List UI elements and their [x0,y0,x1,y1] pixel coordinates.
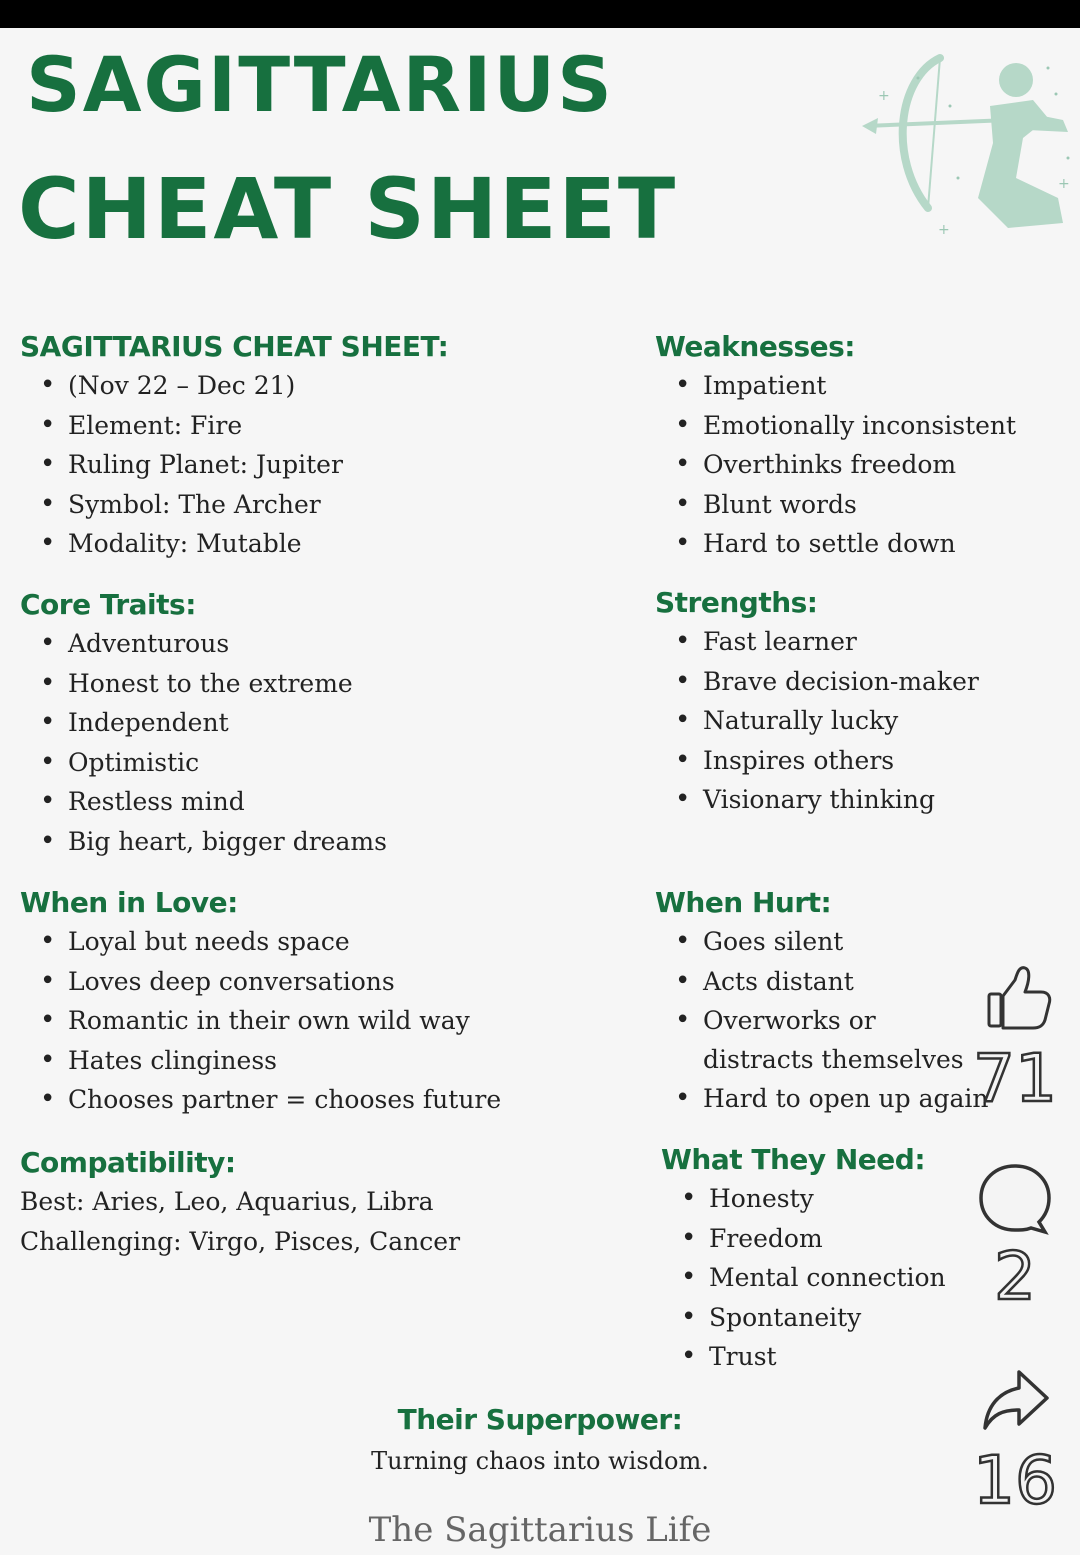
list-item: • Impatient [655,366,1016,406]
comment-count: 2 [994,1238,1036,1315]
list-item: • Ruling Planet: Jupiter [20,445,448,485]
list-item: • Restless mind [20,782,387,822]
what-they-need-heading: What They Need: [661,1143,926,1176]
core-traits-heading: Core Traits: [20,588,196,621]
list-item: • Freedom [661,1219,946,1259]
list-item: • Emotionally inconsistent [655,406,1016,446]
brand-name: The Sagittarius Life [368,1510,712,1550]
list-item: • Naturally lucky [655,701,979,741]
svg-text:+: + [1058,176,1070,192]
when-in-love-heading: When in Love: [20,886,238,919]
list-item: • Adventurous [20,624,387,664]
what-they-need-section [661,1143,946,1377]
list-item: • Overthinks freedom [655,445,1016,485]
list-item: • Spontaneity [661,1298,946,1338]
list-item: • Chooses partner = chooses future [20,1080,501,1120]
compatibility-best: Best: Aries, Leo, Aquarius, Libra [20,1187,434,1216]
status-bar [0,0,1080,28]
list-item: • Overworks or distracts themselves [655,1001,973,1079]
title-line-1: SAGITTARIUS [26,40,614,129]
compatibility-heading: Compatibility: [20,1146,236,1179]
core-traits-section [20,588,387,861]
when-hurt-section [655,886,989,1119]
thumbs-up-icon[interactable] [975,960,1055,1040]
superpower-section [0,1403,1080,1481]
basics-section [20,330,448,564]
like-button[interactable] [960,960,1070,1117]
list-item: • Goes silent [655,922,989,962]
share-arrow-icon[interactable] [975,1362,1055,1442]
list-item: • Blunt words [655,485,1016,525]
superpower-heading: Their Superpower: [397,1403,683,1436]
list-item: • Big heart, bigger dreams [20,822,387,862]
share-count: 16 [973,1442,1057,1519]
svg-text:+: + [878,88,890,104]
basics-heading: SAGITTARIUS CHEAT SHEET: [20,330,449,363]
list-item: • Acts distant [655,962,989,1002]
list-item: • Mental connection [661,1258,946,1298]
list-item: • Independent [20,703,387,743]
comment-button[interactable] [960,1158,1070,1315]
compatibility-challenging: Challenging: Virgo, Pisces, Cancer [20,1227,461,1256]
list-item: • Symbol: The Archer [20,485,448,525]
weaknesses-heading: Weaknesses: [655,330,856,363]
when-hurt-heading: When Hurt: [655,886,832,919]
list-item: • Brave decision-maker [655,662,979,702]
list-item: • (Nov 22 – Dec 21) [20,366,448,406]
list-item: • Hates clinginess [20,1041,501,1081]
list-item: • Optimistic [20,743,387,783]
comment-bubble-icon[interactable] [975,1158,1055,1238]
svg-text:+: + [938,222,950,238]
when-in-love-section [20,886,501,1120]
list-item: • Fast learner [655,622,979,662]
like-count: 71 [973,1040,1057,1117]
list-item: • Hard to settle down [655,524,1016,564]
archer-illustration-icon [858,48,1080,248]
list-item: • Element: Fire [20,406,448,446]
list-item: • Romantic in their own wild way [20,1001,501,1041]
list-item: • Loyal but needs space [20,922,501,962]
list-item: • Trust [661,1337,946,1377]
list-item: • Inspires others [655,741,979,781]
share-button[interactable] [960,1362,1070,1519]
list-item: • Modality: Mutable [20,524,448,564]
list-item: • Honest to the extreme [20,664,387,704]
list-item: • Honesty [661,1179,946,1219]
strengths-section [655,586,979,820]
list-item: • Visionary thinking [655,780,979,820]
title-line-2: CHEAT SHEET [18,160,678,258]
weaknesses-section [655,330,1016,564]
list-item: • Hard to open up again [655,1079,989,1119]
list-item: • Loves deep conversations [20,962,501,1002]
compatibility-section [20,1146,460,1262]
superpower-text: Turning chaos into wisdom. [371,1447,709,1475]
strengths-heading: Strengths: [655,586,818,619]
